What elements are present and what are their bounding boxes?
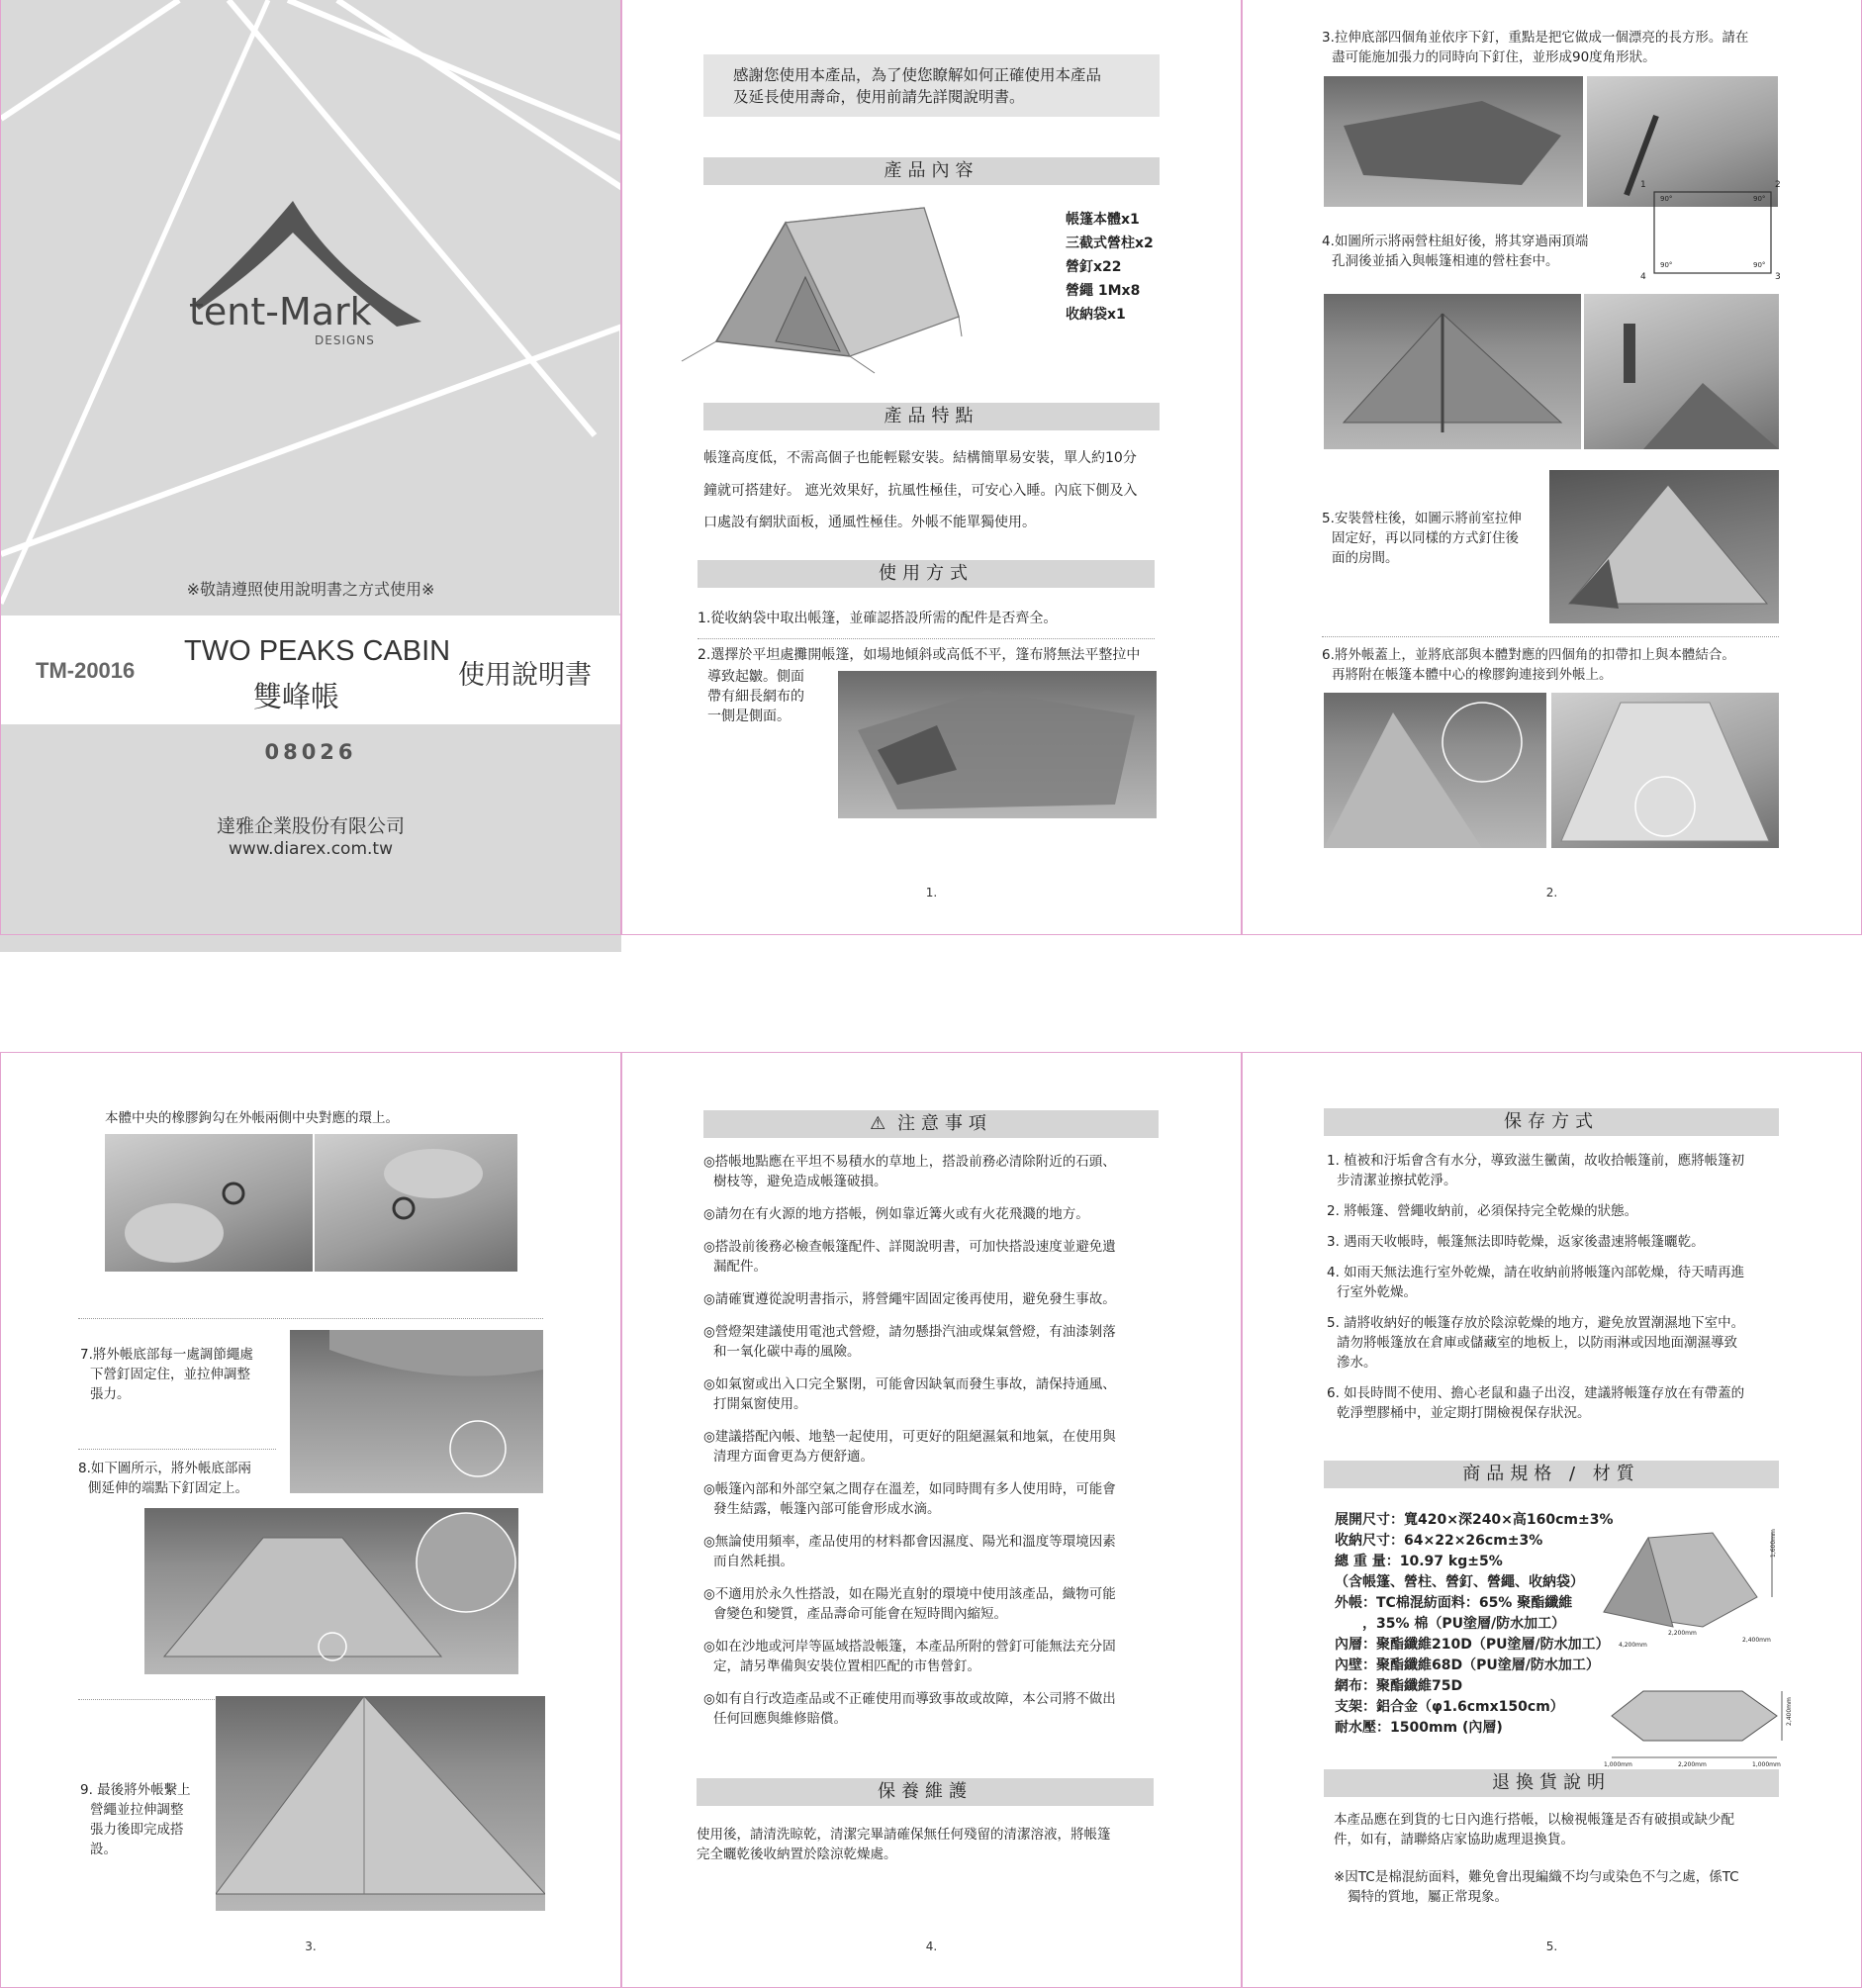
contents-heading: 產品內容 [703,157,1160,185]
corner-label: 3 [1775,272,1781,282]
step-3-line-2: 盡可能施加張力的同時向下釘住，並形成90度角形狀。 [1332,49,1656,65]
angle-label: 90° [1753,261,1766,269]
caution-item-line: ◎帳篷內部和外部空氣之間存在溫差，如同時間有多人使用時，可能會 [703,1481,1116,1497]
features-line-1: 帳篷高度低，不需高個子也能輕鬆安裝。結構簡單易安裝，單人約10分 [703,450,1137,466]
caution-item [703,1532,1168,1571]
dim-label: 2,400mm [1742,1637,1771,1644]
brand-sub: DESIGNS [315,333,375,347]
spec-line: 總 重 量：10.97 kg±5% [1335,1554,1503,1569]
warning-icon: ⚠ [870,1113,886,1134]
photo-stake-corners [1324,76,1583,207]
step-1: 1.從收納袋中取出帳篷，並確認搭設所需的配件是否齊全。 [698,611,1058,626]
cover-gray-strip [0,935,621,952]
page-number-3: 3. [305,1940,317,1953]
step-5-line-1: 5.安裝營柱後，如圖示將前室拉伸 [1322,511,1522,526]
step-2-line-1: 2.選擇於平坦處攤開帳篷，如場地傾斜或高低不平，篷布將無法平整拉中 [698,647,1141,663]
caution-item [703,1322,1168,1362]
step-4-line-2: 孔洞後並插入與帳篷相連的營柱套中。 [1332,253,1559,269]
spec-line: 收納尺寸：64×22×26cm±3% [1335,1533,1543,1549]
step-2-line-3: 帶有細長網布的 [707,689,804,705]
caution-item-line: 任何回應與維修賠償。 [713,1711,847,1727]
contents-item: 營繩 1Mx8 [1066,283,1141,299]
caution-item-line: 會變色和變質，產品壽命可能會在短時間內縮短。 [713,1606,1007,1622]
step-9-line-2: 營繩並拉伸調整 [90,1802,184,1818]
dim-label: 1,000mm [1752,1761,1781,1768]
brand-logo [184,193,421,351]
photo-adjuster-stake [290,1330,543,1493]
page-4 [621,1052,1242,1988]
step-4-line-1: 4.如圖所示將兩營柱組好後，將其穿過兩頂端 [1322,234,1589,249]
photo-fly-center [1551,693,1779,848]
features-heading: 產品特點 [703,403,1160,430]
caution-item-line: 漏配件。 [713,1259,767,1275]
divider [78,1449,276,1450]
product-name-zh: 雙峰帳 [253,680,340,713]
caution-item-line: ◎營燈架建議使用電池式營燈，請勿懸掛汽油或煤氣營燈，有油漆剝落 [703,1324,1116,1340]
caution-item-line: ◎建議搭配內帳、地墊一起使用，可更好的阻絕濕氣和地氣，在使用與 [703,1429,1116,1445]
dim-label: 2,400mm [1786,1697,1793,1726]
caution-item-line: 打開氣窗使用。 [713,1396,807,1412]
step-6-continued: 本體中央的橡膠鉤勾在外帳兩側中央對應的環上。 [105,1110,399,1126]
return-line-2: 件，如有，請聯絡店家協助處理退換貨。 [1334,1832,1574,1847]
step-2-line-2: 導致起皺。側面 [707,669,804,685]
serial-number: 08026 [264,740,357,764]
corner-diagram [1636,180,1785,284]
storage-item-line: 1. 植被和汙垢會含有水分，導致滋生黴菌，故收拾帳篷前，應將帳篷初 [1327,1153,1745,1169]
spec-line: 展開尺寸：寬420×深240×高160cm±3% [1335,1512,1614,1528]
caution-item [703,1637,1168,1676]
photo-tent-spread [838,671,1157,818]
photo-pole-insert [1324,294,1581,449]
storage-item [1327,1201,1792,1221]
caution-item [703,1374,1168,1414]
caution-item-line: ◎如在沙地或河岸等區域搭設帳篷，本產品所附的營釘可能無法充分固 [703,1639,1116,1655]
divider [78,1318,543,1319]
corner-label: 4 [1640,272,1646,282]
contents-item: 帳篷本體x1 [1066,212,1140,228]
caution-item-line: 發生結露，帳篷內部可能會形成水滴。 [713,1501,941,1517]
model-code: TM-20016 [36,658,136,683]
spec-line: （含帳篷、營柱、營釘、營繩、收納袋） [1335,1574,1584,1590]
usage-heading: 使用方式 [698,560,1155,588]
caution-item-line: ◎無論使用頻率，產品使用的材料都會因濕度、陽光和溫度等環境因素 [703,1534,1116,1550]
maintenance-line-1: 使用後，請清洗晾乾，清潔完畢請確保無任何殘留的清潔溶液，將帳篷 [697,1827,1111,1843]
caution-item [703,1204,1168,1224]
photo-vestibule [1549,470,1779,623]
tent-illustration [677,203,964,376]
storage-item-line: 6. 如長時間不使用、擔心老鼠和蟲子出沒，建議將帳篷存放在有帶蓋的 [1327,1385,1745,1401]
page-number-1: 1. [925,886,938,899]
storage-item-line: 2. 將帳篷、營繩收納前，必須保持完全乾燥的狀態。 [1327,1203,1638,1219]
step-8-line-2: 側延伸的端點下釘固定上。 [88,1480,248,1496]
step-8-line-1: 8.如下圖所示，將外帳底部兩 [78,1461,251,1476]
note-line-2: 獨特的質地，屬正常現象。 [1348,1889,1508,1905]
cautions-list [703,1152,1168,1742]
storage-item [1327,1313,1792,1373]
page-3 [0,1052,621,1988]
step-9-line-1: 9. 最後將外帳繫上 [80,1782,191,1798]
step-6-line-2: 再將附在帳篷本體中心的橡膠鉤連接到外帳上。 [1332,667,1613,683]
spec-list [1335,1510,1614,1739]
caution-item [703,1689,1168,1729]
step-6-line-1: 6.將外帳蓋上，並將底部與本體對應的四個角的扣帶扣上與本體結合。 [1322,647,1735,663]
product-name-en: TWO PEAKS CABIN [184,635,451,667]
spec-heading: 商品規格 / 材質 [1324,1461,1779,1488]
photo-side-stake [144,1508,518,1674]
company-website: www.diarex.com.tw [228,839,393,859]
caution-item-line: 而自然耗損。 [713,1554,793,1569]
storage-item [1327,1151,1792,1190]
page-5 [1242,1052,1862,1988]
spec-line: 耐水壓：1500mm (內層) [1335,1720,1503,1736]
storage-item [1327,1232,1792,1252]
step-5-line-2: 固定好，再以同樣的方式釘住後 [1332,530,1519,546]
cover-panel [0,0,621,935]
photo-hook-2 [315,1134,517,1272]
spec-line: 網布：聚酯纖維75D [1335,1678,1463,1694]
spec-line: 內壁：聚酯纖維68D（PU塗層/防水加工） [1335,1657,1600,1673]
corner-label: 1 [1640,180,1646,190]
intro-box [703,54,1160,117]
step-3-line-1: 3.拉伸底部四個角並依序下釘，重點是把它做成一個漂亮的長方形。請在 [1322,30,1749,46]
intro-line-1: 感謝您使用本產品，為了使您瞭解如何正確使用本產品 [733,66,1102,84]
step-7-line-1: 7.將外帳底部每一處調節繩處 [80,1347,253,1363]
dim-label: 2,200mm [1678,1761,1707,1768]
brand-name: tent-Mark [189,290,372,333]
caution-item [703,1479,1168,1519]
caution-item-line: ◎請勿在有火源的地方搭帳，例如靠近篝火或有火花飛濺的地方。 [703,1206,1089,1222]
storage-item-line: 5. 請將收納好的帳篷存放於陰涼乾燥的地方，避免放置潮濕地下室中。 [1327,1315,1745,1331]
caution-item-line: ◎搭設前後務必檢查帳篷配件、詳閱說明書，可加快搭設速度並避免遺 [703,1239,1116,1255]
return-line-1: 本產品應在到貨的七日內進行搭帳，以檢視帳篷是否有破損或缺少配 [1334,1812,1734,1828]
tent-dimension-diagram [1594,1528,1792,1790]
contents-list [1066,208,1154,327]
contents-item: 收納袋x1 [1066,307,1126,323]
storage-item-line: 3. 遇雨天收帳時，帳篷無法即時乾燥，返家後盡速將帳篷曬乾。 [1327,1234,1705,1250]
page-2 [1242,0,1862,935]
cautions-title: 注意事項 [896,1113,992,1134]
cautions-heading [703,1110,1159,1138]
step-9-line-3: 張力後即完成搭 [90,1822,184,1838]
tent-drawing-icon [677,203,964,376]
step-7-line-2: 下營釘固定住，並拉伸調整 [90,1367,250,1382]
caution-item [703,1152,1168,1191]
caution-item-line: 定，請另準備與安裝位置相匹配的市售營釘。 [713,1658,980,1674]
divider [1322,636,1779,637]
note-line-1: ※因TC是棉混紡面料，難免會出現編織不均勻或染色不勻之處，係TC [1334,1869,1739,1885]
storage-item-line: 行室外乾燥。 [1337,1284,1417,1300]
contents-item: 營釘x22 [1066,259,1122,275]
caution-item-line: ◎不適用於永久性搭設，如在陽光直射的環境中使用該產品，織物可能 [703,1586,1116,1602]
photo-hook-1 [105,1134,313,1272]
title-band [1,615,621,724]
caution-item-line: 樹枝等，避免造成帳篷破損。 [713,1174,887,1189]
storage-list [1327,1151,1792,1434]
caution-item-line: ◎如氣窗或出入口完全緊閉，可能會因缺氧而發生事故，請保持通風、 [703,1376,1116,1392]
step-5-line-3: 面的房間。 [1332,550,1399,566]
step-7-line-3: 張力。 [90,1386,131,1402]
maintenance-heading: 保養維護 [697,1778,1154,1806]
tent-outline-icon [1594,1528,1792,1790]
maintenance-line-2: 完全曬乾後收納置於陰涼乾燥處。 [697,1846,897,1862]
caution-item-line: ◎請確實遵從說明書指示，將營繩牢固固定後再使用，避免發生事故。 [703,1291,1116,1307]
storage-item-line: 滲水。 [1337,1355,1377,1371]
page-number-5: 5. [1545,1940,1558,1953]
storage-item [1327,1263,1792,1302]
dim-label: 2,200mm [1668,1630,1697,1637]
caution-item [703,1427,1168,1467]
spec-line: 內層：聚酯纖維210D（PU塗層/防水加工） [1335,1637,1610,1653]
page-1 [621,0,1242,935]
angle-label: 90° [1660,195,1673,203]
contents-item: 三截式營柱x2 [1066,236,1154,251]
page-number-2: 2. [1545,886,1558,899]
caution-item-line: ◎如有自行改造產品或不正確使用而導致事故或故障，本公司將不做出 [703,1691,1116,1707]
spec-line: 支架：鋁合金（φ1.6cmx150cm） [1335,1699,1564,1715]
manual-label: 使用說明書 [458,660,592,691]
storage-item [1327,1383,1792,1423]
storage-heading: 保存方式 [1324,1108,1779,1136]
dim-label: 1,000mm [1604,1761,1632,1768]
storage-item-line: 4. 如雨天無法進行室外乾燥，請在收納前將帳篷內部乾燥，待天晴再進 [1327,1265,1745,1280]
dim-label: 4,200mm [1619,1642,1647,1649]
photo-pole-closeup [1584,294,1779,449]
angle-label: 90° [1753,195,1766,203]
return-heading: 退換貨說明 [1324,1769,1779,1797]
angle-label: 90° [1660,261,1673,269]
page-number-4: 4. [925,1940,938,1953]
spec-line: ，35% 棉（PU塗層/防水加工） [1335,1616,1566,1632]
caution-item-line: 清理方面會更為方便舒適。 [713,1449,874,1465]
intro-line-2: 及延長使用壽命，使用前請先詳閱說明書。 [733,88,1025,106]
caution-item [703,1584,1168,1624]
dim-label: 1,600mm [1770,1529,1777,1558]
step-2-line-4: 一側是側面。 [707,709,791,724]
storage-item-line: 步清潔並擦拭乾淨。 [1337,1173,1457,1188]
spec-line: 外帳：TC棉混紡面料：65% 聚酯纖維 [1335,1595,1573,1611]
company-name: 達雅企業股份有限公司 [216,815,405,837]
caution-item [703,1289,1168,1309]
storage-item-line: 乾淨塑膠桶中，並定期打開檢視保存狀況。 [1337,1405,1591,1421]
divider [698,638,1155,639]
caution-item [703,1237,1168,1277]
storage-item-line: 請勿將帳篷放在倉庫或儲藏室的地板上，以防雨淋或因地面潮濕導致 [1337,1335,1737,1351]
usage-notice: ※敬請遵照使用說明書之方式使用※ [186,580,435,599]
corner-label: 2 [1775,180,1781,190]
photo-finished-tent [216,1696,545,1911]
features-line-3: 口處設有網狀面板，通風性極佳。外帳不能單獨使用。 [703,515,1036,530]
photo-fly-corner [1324,693,1546,848]
caution-item-line: ◎搭帳地點應在平坦不易積水的草地上，搭設前務必清除附近的石頭、 [703,1154,1116,1170]
features-line-2: 鐘就可搭建好。 遮光效果好，抗風性極佳，可安心入睡。內底下側及入 [703,483,1138,499]
caution-item-line: 和一氧化碳中毒的風險。 [713,1344,861,1360]
cover-decorative-lines [1,0,621,935]
step-9-line-4: 設。 [90,1842,117,1857]
